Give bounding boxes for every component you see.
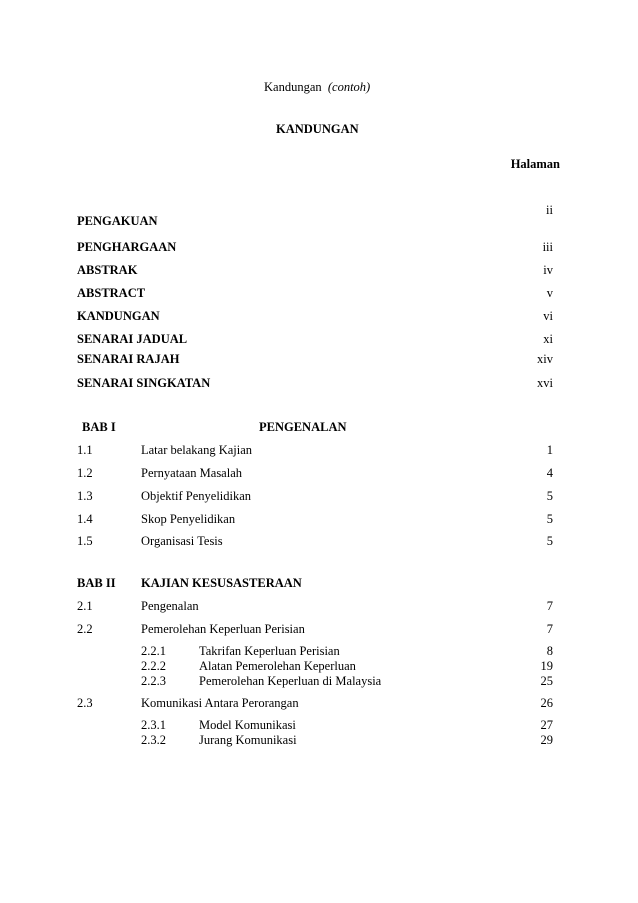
section-number: 2.1 bbox=[77, 599, 93, 613]
subsection-page: 8 bbox=[546, 644, 553, 658]
section-page: 26 bbox=[540, 696, 553, 710]
subsection-title: Takrifan Keperluan Perisian bbox=[199, 644, 340, 658]
prelim-page-senarai-jadual: xi bbox=[543, 332, 553, 346]
prelim-label-penghargaan: PENGHARGAAN bbox=[77, 240, 177, 254]
page-column-header: Halaman bbox=[510, 157, 560, 171]
prelim-label-abstrak: ABSTRAK bbox=[77, 263, 138, 277]
prelim-label-senarai-rajah: SENARAI RAJAH bbox=[77, 352, 180, 366]
prelim-label-abstract: ABSTRACT bbox=[77, 286, 146, 300]
subsection-page: 27 bbox=[540, 718, 553, 732]
section-page: 5 bbox=[546, 534, 553, 548]
section-title: Organisasi Tesis bbox=[141, 534, 223, 548]
prelim-page-senarai-singkatan: xvi bbox=[537, 376, 553, 390]
section-page: 5 bbox=[546, 489, 553, 503]
section-number: 1.1 bbox=[77, 443, 93, 457]
prelim-page-pengakuan: ii bbox=[546, 203, 553, 217]
section-title: Skop Penyelidikan bbox=[141, 512, 236, 526]
caption-note: (contoh) bbox=[327, 80, 371, 94]
section-number: 1.4 bbox=[77, 512, 93, 526]
section-page: 7 bbox=[546, 622, 553, 636]
caption-text: Kandungan bbox=[264, 80, 322, 94]
toc-heading: KANDUNGAN bbox=[276, 122, 359, 136]
section-title: Komunikasi Antara Perorangan bbox=[141, 696, 299, 710]
section-title: Pengenalan bbox=[141, 599, 199, 613]
section-title: Pemerolehan Keperluan Perisian bbox=[141, 622, 305, 636]
subsection-number: 2.2.3 bbox=[141, 674, 166, 688]
prelim-page-kandungan: vi bbox=[543, 309, 553, 323]
page-caption bbox=[264, 80, 370, 94]
subsection-number: 2.3.2 bbox=[141, 733, 166, 747]
subsection-title: Alatan Pemerolehan Keperluan bbox=[199, 659, 356, 673]
section-number: 1.3 bbox=[77, 489, 93, 503]
prelim-label-pengakuan: PENGAKUAN bbox=[77, 214, 158, 228]
section-page: 5 bbox=[546, 512, 553, 526]
chapter-2-title: KAJIAN KESUSASTERAAN bbox=[141, 576, 302, 590]
subsection-title: Pemerolehan Keperluan di Malaysia bbox=[199, 674, 382, 688]
subsection-number: 2.2.1 bbox=[141, 644, 166, 658]
section-page: 7 bbox=[546, 599, 553, 613]
prelim-page-penghargaan: iii bbox=[542, 240, 553, 254]
section-page: 4 bbox=[546, 466, 553, 480]
prelim-page-abstract: v bbox=[546, 286, 553, 300]
prelim-label-senarai-jadual: SENARAI JADUAL bbox=[77, 332, 188, 346]
subsection-number: 2.2.2 bbox=[141, 659, 166, 673]
subsection-page: 29 bbox=[540, 733, 553, 747]
prelim-label-senarai-singkatan: SENARAI SINGKATAN bbox=[77, 376, 211, 390]
prelim-label-kandungan: KANDUNGAN bbox=[77, 309, 160, 323]
chapter-1-number: BAB I bbox=[82, 420, 116, 434]
subsection-page: 25 bbox=[540, 674, 553, 688]
chapter-1-title: PENGENALAN bbox=[259, 420, 347, 434]
subsection-title: Jurang Komunikasi bbox=[199, 733, 297, 747]
section-number: 2.3 bbox=[77, 696, 93, 710]
section-number: 1.2 bbox=[77, 466, 93, 480]
subsection-number: 2.3.1 bbox=[141, 718, 166, 732]
chapter-2-number: BAB II bbox=[77, 576, 116, 590]
subsection-page: 19 bbox=[540, 659, 553, 673]
section-title: Objektif Penyelidikan bbox=[141, 489, 252, 503]
prelim-page-abstrak: iv bbox=[543, 263, 553, 277]
section-number: 1.5 bbox=[77, 534, 93, 548]
section-title: Latar belakang Kajian bbox=[141, 443, 253, 457]
section-number: 2.2 bbox=[77, 622, 93, 636]
section-title: Pernyataan Masalah bbox=[141, 466, 243, 480]
section-page: 1 bbox=[546, 443, 553, 457]
subsection-title: Model Komunikasi bbox=[199, 718, 296, 732]
prelim-page-senarai-rajah: xiv bbox=[537, 352, 553, 366]
